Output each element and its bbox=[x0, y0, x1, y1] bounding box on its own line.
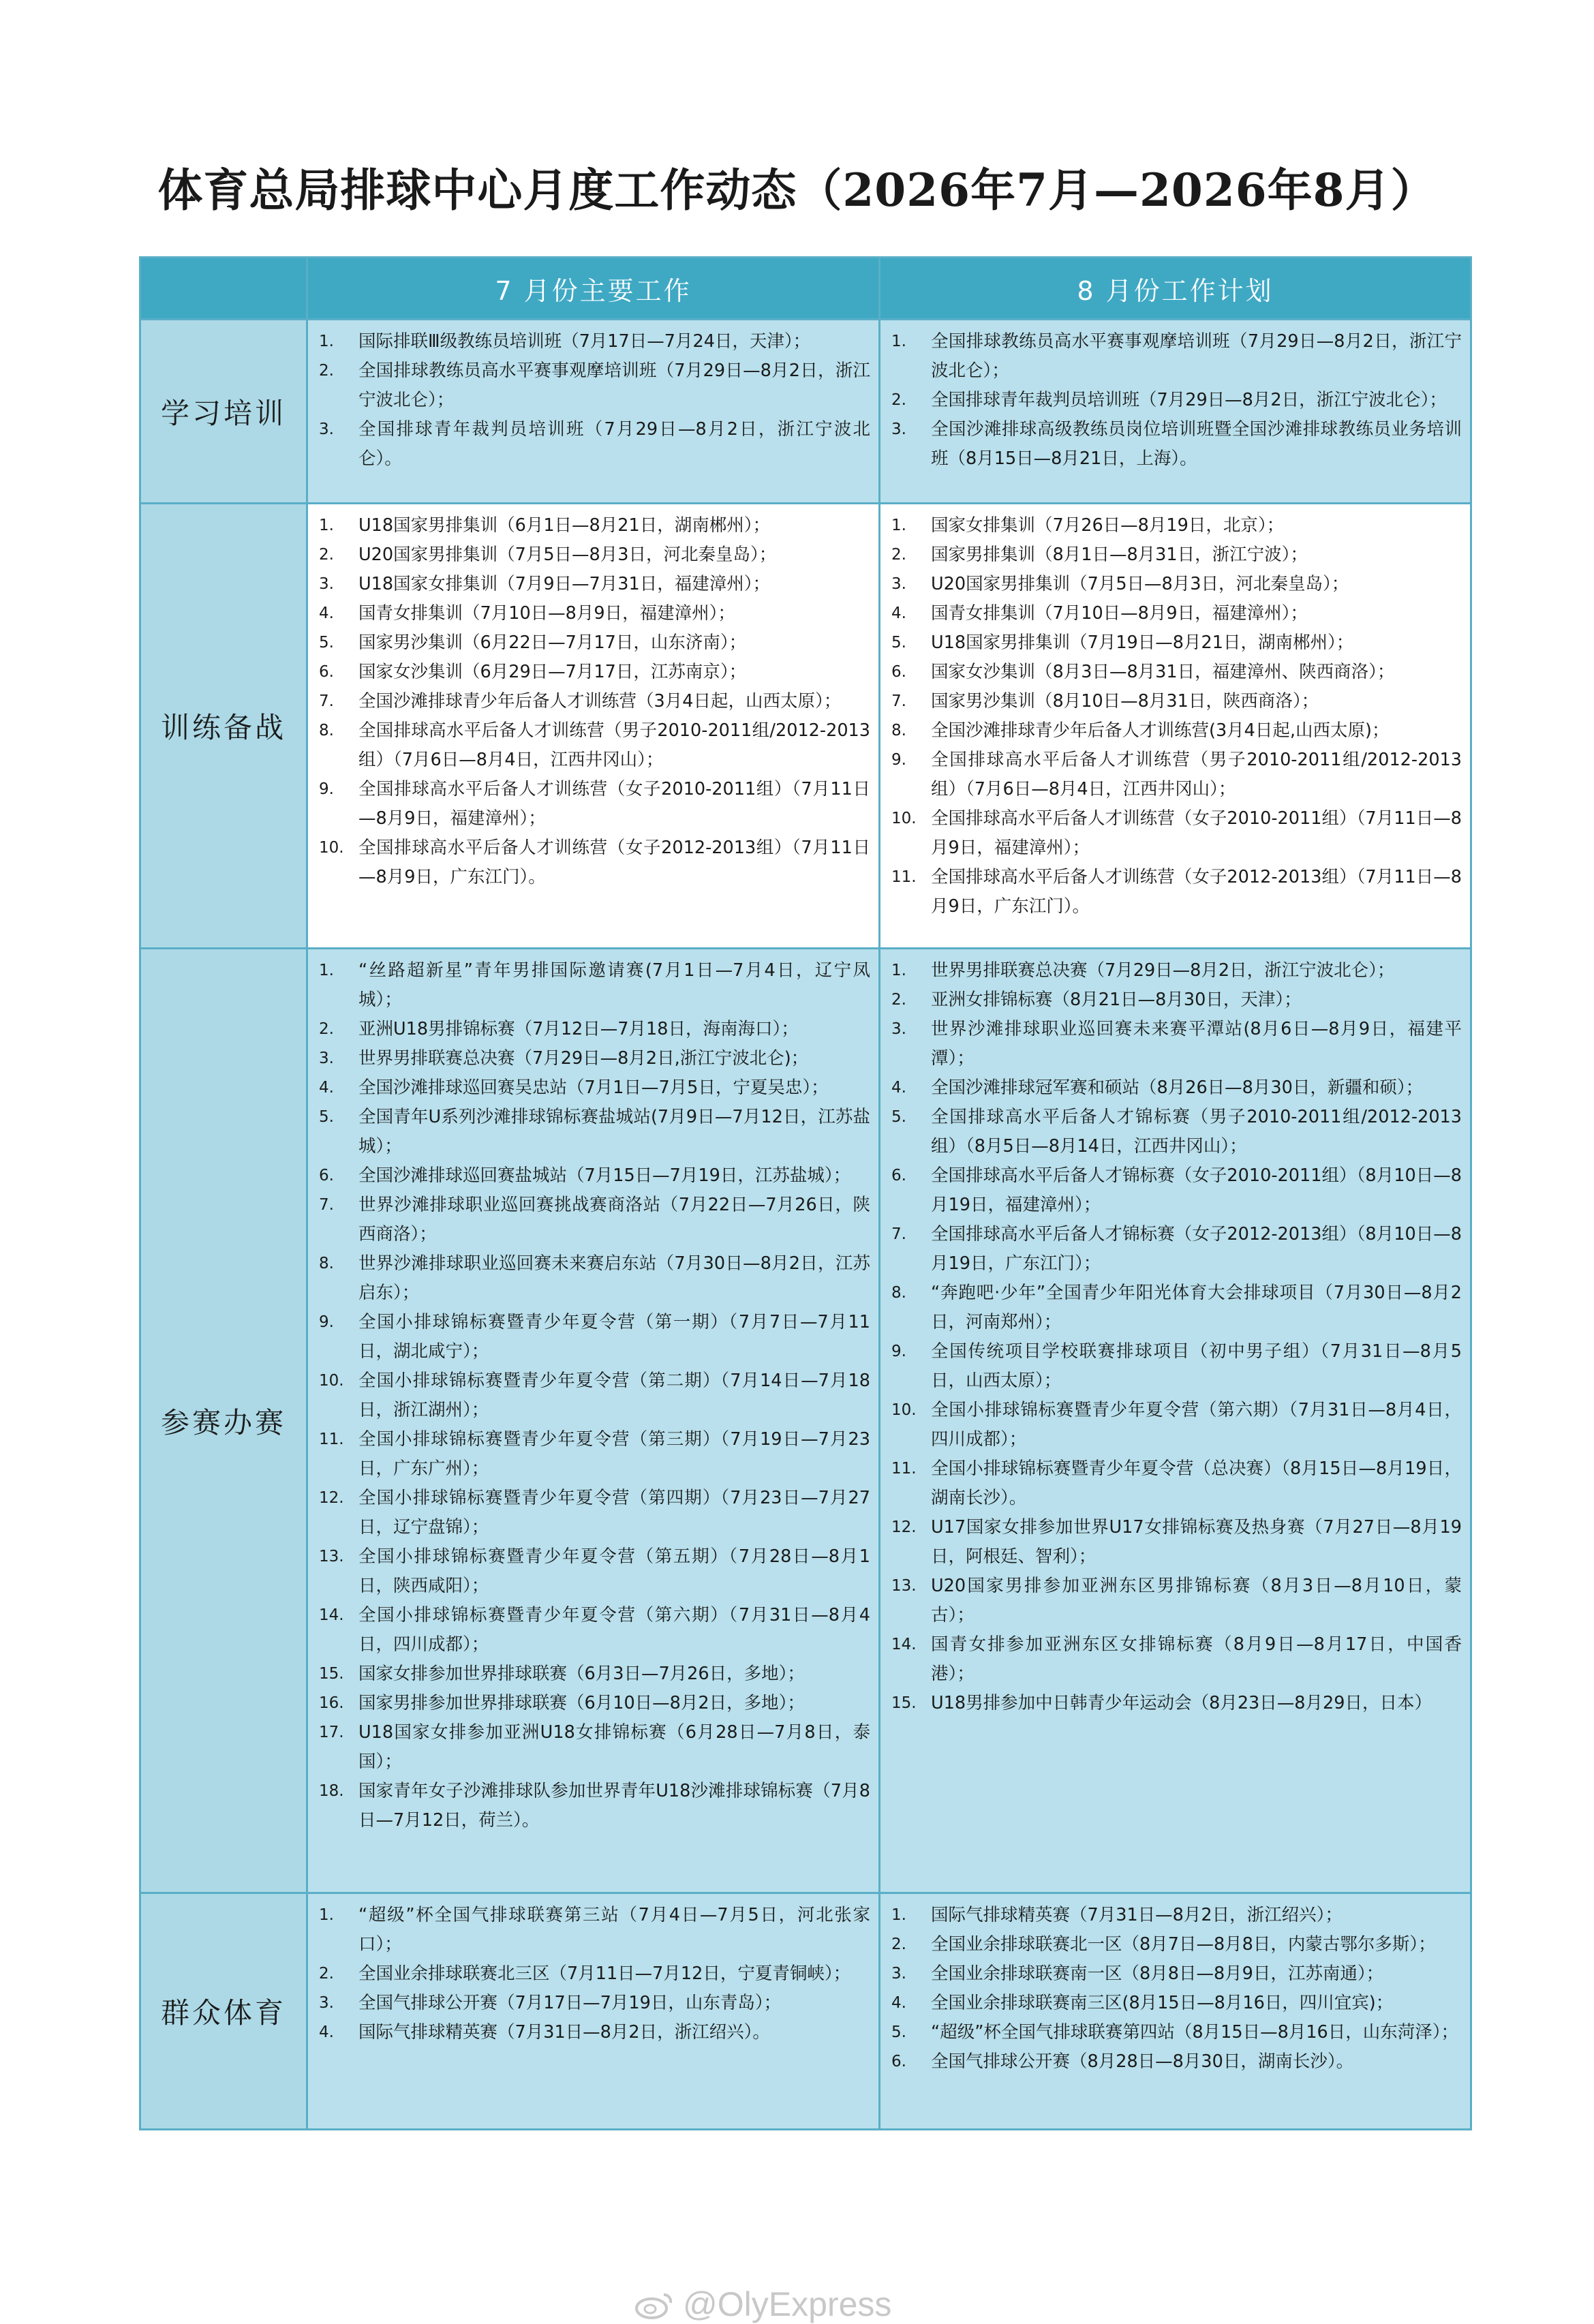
august-item-list bbox=[886, 956, 1462, 1718]
item-number: 9. bbox=[319, 1313, 334, 1331]
item-text: 亚洲U18男排锦标赛（7月12日—7月18日，海南海口）； bbox=[358, 1019, 799, 1039]
list-item bbox=[886, 1161, 1462, 1220]
table-row bbox=[140, 949, 1471, 1893]
category-cell: 群众体育 bbox=[140, 1893, 307, 2130]
item-text: 全国排球高水平后备人才训练营（女子2012-2013组）（7月11日—8月9日，广东江门）。 bbox=[931, 867, 1462, 917]
item-text: U20国家男排集训（7月5日—8月3日，河北秦皇岛）； bbox=[358, 545, 777, 565]
list-item bbox=[886, 1930, 1462, 1959]
list-item bbox=[886, 985, 1462, 1015]
list-item bbox=[313, 1249, 870, 1308]
august-items-cell bbox=[880, 949, 1471, 1893]
list-item bbox=[313, 570, 870, 599]
list-item bbox=[313, 956, 870, 1015]
july-item-list bbox=[313, 956, 870, 1835]
item-text: 国家男排参加世界排球联赛（6月10日—8月2日，多地）； bbox=[358, 1693, 805, 1713]
header-august: 8 月份工作计划 bbox=[880, 258, 1471, 320]
august-item-list bbox=[886, 327, 1462, 474]
item-text: 全国排球高水平后备人才训练营（女子2010-2011组）（7月11日—8月9日，福建漳州）； bbox=[931, 808, 1462, 858]
list-item bbox=[313, 658, 870, 687]
list-item bbox=[886, 1073, 1462, 1103]
list-item bbox=[886, 1630, 1462, 1689]
item-text: 国家女沙集训（6月29日—7月17日，江苏南京）； bbox=[358, 662, 747, 682]
list-item bbox=[886, 570, 1462, 599]
item-text: 全国小排球锦标赛暨青少年夏令营（第五期）（7月28日—8月1日，陕西咸阳）； bbox=[358, 1546, 870, 1596]
list-item bbox=[886, 1572, 1462, 1630]
list-item bbox=[313, 1044, 870, 1073]
item-number: 3. bbox=[891, 575, 906, 593]
item-text: 全国排球高水平后备人才锦标赛（女子2010-2011组）（8月10日—8月19日，福建漳州）； bbox=[931, 1165, 1462, 1215]
list-item bbox=[886, 1015, 1462, 1073]
item-text: 国青女排参加亚洲东区女排锦标赛（8月9日—8月17日，中国香港）； bbox=[931, 1634, 1462, 1684]
schedule-table bbox=[139, 256, 1472, 2130]
item-text: 全国排球高水平后备人才训练营（男子2010-2011组/2012-2013组）（7月6日—8月4日，江西井冈山）； bbox=[931, 750, 1462, 799]
item-text: 国家男沙集训（6月22日—7月17日，山东济南）； bbox=[358, 632, 747, 653]
item-text: 全国传统项目学校联赛排球项目（初中男子组）（7月31日—8月5日，山西太原）； bbox=[931, 1341, 1462, 1391]
category-cell: 训练备战 bbox=[140, 504, 307, 949]
item-text: U20国家男排参加亚洲东区男排锦标赛（8月3日—8月10日，蒙古）； bbox=[931, 1576, 1462, 1625]
august-item-list bbox=[886, 1901, 1462, 2077]
item-text: 国家女排参加世界排球联赛（6月3日—7月26日，多地）； bbox=[358, 1664, 805, 1684]
item-number: 1. bbox=[891, 1906, 906, 1924]
item-number: 7. bbox=[319, 1196, 334, 1214]
item-number: 8. bbox=[319, 1255, 334, 1272]
item-number: 10. bbox=[319, 839, 344, 857]
item-number: 2. bbox=[891, 391, 906, 409]
item-number: 8. bbox=[319, 722, 334, 739]
item-number: 1. bbox=[319, 333, 334, 350]
list-item bbox=[886, 687, 1462, 716]
july-item-list bbox=[313, 1901, 870, 2047]
list-item bbox=[313, 1901, 870, 1959]
item-text: 全国业余排球联赛南一区（8月8日—8月9日，江苏南通）； bbox=[931, 1963, 1384, 1984]
item-text: 全国业余排球联赛北三区（7月11日—7月12日，宁夏青铜峡）； bbox=[358, 1963, 851, 1984]
item-number: 3. bbox=[319, 421, 334, 438]
item-number: 2. bbox=[319, 546, 334, 564]
item-number: 3. bbox=[319, 575, 334, 593]
watermark-text: @OlyExpress bbox=[683, 2285, 892, 2323]
item-number: 10. bbox=[891, 810, 917, 827]
item-number: 5. bbox=[891, 1108, 906, 1126]
item-text: 全国小排球锦标赛暨青少年夏令营（第二期）（7月14日—7月18日，浙江湖州）； bbox=[358, 1371, 870, 1420]
item-text: 全国小排球锦标赛暨青少年夏令营（第六期）（7月31日—8月4日，四川成都）； bbox=[358, 1605, 870, 1655]
item-number: 2. bbox=[891, 546, 906, 564]
item-text: 全国小排球锦标赛暨青少年夏令营（第三期）（7月19日—7月23日，广东广州）； bbox=[358, 1429, 870, 1479]
item-number: 1. bbox=[319, 1906, 334, 1924]
item-number: 4. bbox=[319, 2023, 334, 2041]
list-item bbox=[886, 1337, 1462, 1396]
item-text: 国家女排集训（7月26日—8月19日，北京）； bbox=[931, 515, 1285, 536]
list-item bbox=[313, 1103, 870, 1161]
item-text: 国家女沙集训（8月3日—8月31日，福建漳州、陕西商洛）； bbox=[931, 662, 1395, 682]
item-number: 14. bbox=[319, 1606, 344, 1624]
item-number: 1. bbox=[891, 962, 906, 979]
item-text: 国际排联Ⅲ级教练员培训班（7月17日—7月24日，天津）； bbox=[358, 331, 811, 352]
list-item bbox=[886, 386, 1462, 415]
item-number: 11. bbox=[891, 1460, 917, 1478]
list-item bbox=[886, 716, 1462, 746]
august-item-list bbox=[886, 511, 1462, 921]
item-number: 11. bbox=[891, 868, 917, 886]
item-text: U18国家男排集训（7月19日—8月21日，湖南郴州）； bbox=[931, 632, 1354, 653]
item-number: 1. bbox=[319, 517, 334, 534]
list-item bbox=[886, 540, 1462, 570]
list-item bbox=[886, 863, 1462, 921]
list-item bbox=[886, 415, 1462, 474]
july-item-list bbox=[313, 511, 870, 892]
item-text: 全国小排球锦标赛暨青少年夏令营（第四期）（7月23日—7月27日，辽宁盘锦）； bbox=[358, 1488, 870, 1538]
july-items-cell bbox=[307, 320, 880, 504]
list-item bbox=[313, 1959, 870, 1989]
list-item bbox=[886, 628, 1462, 658]
item-number: 8. bbox=[891, 722, 906, 739]
item-number: 4. bbox=[891, 1994, 906, 2012]
item-number: 13. bbox=[891, 1577, 917, 1595]
august-items-cell bbox=[880, 320, 1471, 504]
item-number: 2. bbox=[319, 1965, 334, 1983]
list-item bbox=[886, 1901, 1462, 1930]
item-text: “超级”杯全国气排球联赛第三站（7月4日—7月5日，河北张家口）； bbox=[358, 1905, 870, 1955]
list-item bbox=[313, 1989, 870, 2018]
item-text: 亚洲女排锦标赛（8月21日—8月30日，天津）； bbox=[931, 990, 1302, 1010]
item-number: 4. bbox=[319, 1079, 334, 1097]
item-number: 1. bbox=[319, 962, 334, 979]
item-number: 2. bbox=[891, 991, 906, 1009]
list-item bbox=[313, 1425, 870, 1484]
item-text: 世界沙滩排球职业巡回赛未来赛启东站（7月30日—8月2日，江苏启东）； bbox=[358, 1253, 870, 1303]
july-item-list bbox=[313, 327, 870, 474]
item-number: 15. bbox=[319, 1665, 344, 1683]
list-item bbox=[886, 658, 1462, 687]
item-text: U17国家女排参加世界U17女排锦标赛及热身赛（7月27日—8月19日，阿根廷、智利）； bbox=[931, 1517, 1462, 1567]
item-number: 13. bbox=[319, 1548, 344, 1565]
item-text: 全国沙滩排球冠军赛和硕站（8月26日—8月30日，新疆和硕）； bbox=[931, 1077, 1424, 1098]
item-text: “奔跑吧·少年”全国青少年阳光体育大会排球项目（7月30日—8月2日，河南郑州）； bbox=[931, 1283, 1462, 1332]
item-number: 10. bbox=[891, 1401, 917, 1419]
list-item bbox=[886, 1103, 1462, 1161]
item-number: 4. bbox=[891, 605, 906, 622]
category-cell: 学习培训 bbox=[140, 320, 307, 504]
list-item bbox=[313, 1015, 870, 1044]
item-text: 全国小排球锦标赛暨青少年夏令营（第六期）（7月31日—8月4日，四川成都）； bbox=[931, 1400, 1462, 1450]
item-text: U20国家男排集训（7月5日—8月3日，河北秦皇岛）； bbox=[931, 574, 1349, 594]
item-text: 全国排球高水平后备人才训练营（男子2010-2011组/2012-2013组）（7月6日—8月4日，江西井冈山）； bbox=[358, 720, 870, 770]
august-items-cell bbox=[880, 1893, 1471, 2130]
item-number: 3. bbox=[891, 1020, 906, 1038]
list-item bbox=[313, 775, 870, 834]
item-number: 3. bbox=[891, 1965, 906, 1983]
list-item bbox=[886, 599, 1462, 628]
item-number: 3. bbox=[891, 421, 906, 438]
list-item bbox=[313, 1161, 870, 1191]
list-item bbox=[313, 628, 870, 658]
list-item bbox=[313, 1484, 870, 1542]
item-text: 国家青年女子沙滩排球队参加世界青年U18沙滩排球锦标赛（7月8日—7月12日，荷兰）。 bbox=[358, 1781, 870, 1831]
header-corner-cell bbox=[140, 258, 307, 320]
item-text: 全国沙滩排球青少年后备人才训练营（3月4日起，山西太原）； bbox=[358, 691, 842, 712]
list-item bbox=[886, 1689, 1462, 1718]
category-cell: 参赛办赛 bbox=[140, 949, 307, 1893]
item-text: 全国排球教练员高水平赛事观摩培训班（7月29日—8月2日，浙江宁波北仑）； bbox=[358, 361, 870, 410]
list-item bbox=[313, 834, 870, 892]
item-text: 全国沙滩排球巡回赛吴忠站（7月1日—7月5日，宁夏吴忠）； bbox=[358, 1077, 829, 1098]
item-text: 世界沙滩排球职业巡回赛未来赛平潭站(8月6日—8月9日，福建平潭）； bbox=[931, 1019, 1462, 1069]
table-row bbox=[140, 504, 1471, 949]
item-number: 3. bbox=[319, 1994, 334, 2012]
watermark bbox=[634, 2284, 891, 2324]
item-text: 全国排球高水平后备人才锦标赛（女子2012-2013组）（8月10日—8月19日，广东江门）； bbox=[931, 1224, 1462, 1274]
list-item bbox=[313, 1689, 870, 1718]
item-number: 5. bbox=[891, 2023, 906, 2041]
item-number: 6. bbox=[319, 663, 334, 681]
item-text: U18国家男排集训（6月1日—8月21日，湖南郴州）； bbox=[358, 515, 770, 536]
list-item bbox=[886, 1959, 1462, 1989]
list-item bbox=[886, 2047, 1462, 2077]
july-items-cell bbox=[307, 1893, 880, 2130]
list-item bbox=[886, 511, 1462, 540]
item-text: 全国排球教练员高水平赛事观摩培训班（7月29日—8月2日，浙江宁波北仑）； bbox=[931, 331, 1462, 381]
item-number: 6. bbox=[891, 1167, 906, 1184]
list-item bbox=[313, 687, 870, 716]
item-text: U18国家女排参加亚洲U18女排锦标赛（6月28日—7月8日，泰国）； bbox=[358, 1722, 870, 1772]
list-item bbox=[886, 327, 1462, 386]
table-row bbox=[140, 1893, 1471, 2130]
list-item bbox=[313, 599, 870, 628]
item-text: 全国排球高水平后备人才训练营（女子2012-2013组）（7月11日—8月9日，广东江门）。 bbox=[358, 838, 870, 887]
list-item bbox=[886, 1454, 1462, 1513]
list-item bbox=[886, 1989, 1462, 2018]
list-item bbox=[313, 1777, 870, 1835]
item-number: 3. bbox=[319, 1050, 334, 1067]
item-text: 国青女排集训（7月10日—8月9日，福建漳州）； bbox=[358, 603, 735, 624]
item-text: 国青女排集训（7月10日—8月9日，福建漳州）； bbox=[931, 603, 1308, 624]
item-text: 全国排球青年裁判员培训班（7月29日—8月2日，浙江宁波北仑）； bbox=[931, 390, 1447, 410]
item-text: 全国小排球锦标赛暨青少年夏令营（总决赛）（8月15日—8月19日，湖南长沙）。 bbox=[931, 1458, 1462, 1508]
item-number: 12. bbox=[891, 1518, 917, 1536]
item-number: 2. bbox=[319, 362, 334, 380]
item-number: 16. bbox=[319, 1694, 344, 1712]
item-number: 5. bbox=[319, 634, 334, 652]
item-number: 14. bbox=[891, 1636, 917, 1653]
list-item bbox=[313, 1308, 870, 1366]
august-items-cell bbox=[880, 504, 1471, 949]
item-text: 全国沙滩排球青少年后备人才训练营(3月4日起,山西太原)； bbox=[931, 720, 1390, 741]
item-number: 4. bbox=[891, 1079, 906, 1097]
list-item bbox=[886, 1396, 1462, 1454]
item-text: 全国排球青年裁判员培训班（7月29日—8月2日，浙江宁波北仑）。 bbox=[358, 419, 870, 469]
item-text: 全国气排球公开赛（7月17日—7月19日，山东青岛）； bbox=[358, 1993, 782, 2013]
item-number: 15. bbox=[891, 1694, 917, 1712]
item-number: 6. bbox=[891, 663, 906, 681]
item-number: 1. bbox=[891, 517, 906, 534]
item-number: 1. bbox=[891, 333, 906, 350]
item-number: 7. bbox=[319, 692, 334, 710]
list-item bbox=[313, 1542, 870, 1601]
item-number: 9. bbox=[319, 780, 334, 798]
list-item bbox=[886, 956, 1462, 985]
item-text: 全国业余排球联赛北一区（8月7日—8月8日，内蒙古鄂尔多斯）； bbox=[931, 1934, 1436, 1955]
list-item bbox=[886, 746, 1462, 804]
list-item bbox=[313, 1073, 870, 1103]
item-number: 8. bbox=[891, 1284, 906, 1302]
list-item bbox=[886, 1220, 1462, 1279]
list-item bbox=[886, 1513, 1462, 1572]
item-number: 9. bbox=[891, 1343, 906, 1360]
item-text: 全国排球高水平后备人才锦标赛（男子2010-2011组/2012-2013组）（8月5日—8月14日，江西井冈山）； bbox=[931, 1107, 1462, 1157]
header-july: 7 月份主要工作 bbox=[307, 258, 880, 320]
list-item bbox=[886, 804, 1462, 863]
item-text: 国家男排集训（8月1日—8月31日，浙江宁波）； bbox=[931, 545, 1308, 565]
list-item bbox=[313, 511, 870, 540]
item-number: 6. bbox=[891, 2053, 906, 2070]
item-number: 11. bbox=[319, 1431, 344, 1448]
list-item bbox=[313, 1191, 870, 1249]
item-number: 7. bbox=[891, 692, 906, 710]
table-row bbox=[140, 320, 1471, 504]
item-text: U18男排参加中日韩青少年运动会（8月23日—8月29日，日本） bbox=[931, 1693, 1432, 1713]
item-text: 世界男排联赛总决赛（7月29日—8月2日，浙江宁波北仑）； bbox=[931, 960, 1395, 981]
item-number: 5. bbox=[891, 634, 906, 652]
list-item bbox=[313, 356, 870, 415]
item-text: 世界男排联赛总决赛（7月29日—8月2日,浙江宁波北仑)； bbox=[358, 1048, 809, 1069]
list-item bbox=[886, 1279, 1462, 1337]
july-items-cell bbox=[307, 504, 880, 949]
item-text: U18国家女排集训（7月9日—7月31日，福建漳州）； bbox=[358, 574, 770, 594]
list-item bbox=[313, 2018, 870, 2047]
item-text: 国际气排球精英赛（7月31日—8月2日，浙江绍兴）； bbox=[931, 1905, 1343, 1925]
item-text: 全国排球高水平后备人才训练营（女子2010-2011组）（7月11日—8月9日，福建漳州）； bbox=[358, 779, 870, 829]
list-item bbox=[313, 716, 870, 775]
item-number: 5. bbox=[319, 1108, 334, 1126]
item-text: 全国气排球公开赛（8月28日—8月30日，湖南长沙）。 bbox=[931, 2051, 1354, 2072]
item-text: “丝路超新星”青年男排国际邀请赛(7月1日—7月4日，辽宁凤城）； bbox=[358, 960, 870, 1010]
item-number: 18. bbox=[319, 1782, 344, 1800]
item-text: 国际气排球精英赛（7月31日—8月2日，浙江绍兴）。 bbox=[358, 2022, 770, 2043]
list-item bbox=[313, 540, 870, 570]
list-item bbox=[313, 1718, 870, 1777]
item-number: 9. bbox=[891, 751, 906, 769]
july-items-cell bbox=[307, 949, 880, 1893]
page-title: 体育总局排球中心月度工作动态（2026年7月—2026年8月） bbox=[157, 164, 1437, 217]
item-text: 全国青年U系列沙滩排球锦标赛盐城站(7月9日—7月12日，江苏盐城）； bbox=[358, 1107, 870, 1157]
list-item bbox=[313, 1601, 870, 1660]
item-number: 4. bbox=[319, 605, 334, 622]
item-text: 世界沙滩排球职业巡回赛挑战赛商洛站（7月22日—7月26日，陕西商洛）； bbox=[358, 1195, 870, 1244]
item-number: 10. bbox=[319, 1372, 344, 1390]
weibo-logo-icon bbox=[634, 2289, 675, 2319]
item-text: 国家男沙集训（8月10日—8月31日，陕西商洛）； bbox=[931, 691, 1319, 712]
item-number: 2. bbox=[319, 1020, 334, 1038]
item-number: 12. bbox=[319, 1489, 344, 1507]
list-item bbox=[313, 415, 870, 474]
item-number: 7. bbox=[891, 1225, 906, 1243]
list-item bbox=[313, 1660, 870, 1689]
item-text: 全国业余排球联赛南三区(8月15日—8月16日，四川宜宾)； bbox=[931, 1993, 1394, 2013]
item-number: 6. bbox=[319, 1167, 334, 1184]
list-item bbox=[313, 327, 870, 356]
item-number: 17. bbox=[319, 1724, 344, 1741]
table-header-row bbox=[140, 258, 1471, 320]
item-text: 全国沙滩排球巡回赛盐城站（7月15日—7月19日，江苏盐城）； bbox=[358, 1165, 851, 1186]
list-item bbox=[313, 1366, 870, 1425]
list-item bbox=[886, 2018, 1462, 2047]
item-text: “超级”杯全国气排球联赛第四站（8月15日—8月16日，山东菏泽）； bbox=[931, 2022, 1459, 2043]
item-text: 全国沙滩排球高级教练员岗位培训班暨全国沙滩排球教练员业务培训班（8月15日—8月21日，上海）。 bbox=[931, 419, 1462, 469]
item-number: 2. bbox=[891, 1936, 906, 1953]
item-text: 全国小排球锦标赛暨青少年夏令营（第一期）（7月7日—7月11日，湖北咸宁）； bbox=[358, 1312, 870, 1362]
